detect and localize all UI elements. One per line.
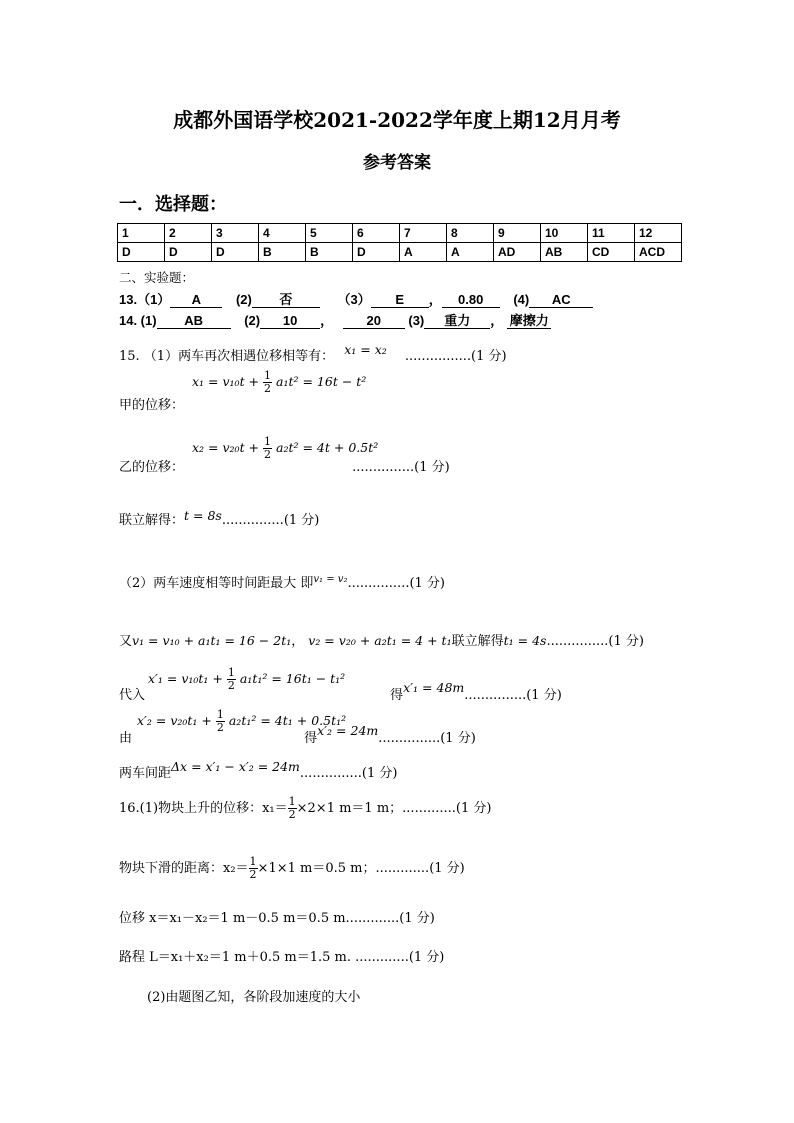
- section2-heading: 二、实验题：: [119, 270, 195, 285]
- q14-answer-4: 重力: [424, 314, 490, 329]
- fraction-numerator: 1: [216, 708, 224, 721]
- table-cell: 5: [306, 224, 353, 243]
- fraction-numerator: 1: [249, 855, 257, 868]
- q14-answer-5: 摩擦力: [507, 314, 551, 329]
- q14-part-3: (3): [408, 313, 425, 328]
- table-cell: 2: [165, 224, 212, 243]
- q14-line: [119, 310, 551, 329]
- table-cell: 6: [353, 224, 400, 243]
- table-cell: 12: [635, 224, 682, 243]
- table-cell: A: [400, 243, 447, 262]
- table-cell: D: [212, 243, 259, 262]
- fraction-denominator: 2: [227, 679, 235, 692]
- q16-line-5: (2)由题图乙知，各阶段加速度的大小: [147, 990, 361, 1005]
- q15-equation-t1: t₁ = 4s: [503, 633, 547, 648]
- q13-part-2: (2): [235, 292, 252, 307]
- equation-part: a₁t₁² = 16t₁ − t₁²: [239, 671, 346, 686]
- fraction-numerator: 1: [227, 666, 235, 679]
- table-cell: 11: [588, 224, 635, 243]
- text: ，: [291, 634, 305, 649]
- q15-line-yi: [119, 456, 450, 475]
- q16-line-2: [119, 856, 465, 881]
- q15-line-solve: [119, 509, 319, 528]
- equation-part: a₂t² = 4t + 0.5t²: [276, 440, 379, 455]
- score-mark: ................(1 分): [404, 349, 507, 364]
- equation-part: x′₂ = v₂₀t₁ +: [137, 713, 212, 728]
- table-cell: 7: [400, 224, 447, 243]
- table-cell: B: [306, 243, 353, 262]
- text: ×2×1 m＝1 m；: [296, 801, 403, 816]
- q13-separator: ，: [428, 292, 442, 307]
- q13-answer-3: E: [371, 293, 429, 308]
- fraction-denominator: 2: [264, 382, 272, 395]
- text: 得: [304, 731, 318, 746]
- table-cell: 1: [118, 224, 165, 243]
- q15-equation-jia: [192, 370, 366, 395]
- q13-answer-4: 0.80: [442, 293, 500, 308]
- q13-label: 13.（1）: [119, 292, 171, 307]
- equation-part: x₁ = v₁₀t +: [192, 374, 260, 389]
- equation-part: x′₁ = v₁₀t₁ +: [148, 671, 223, 686]
- q13-answer-2: 否: [252, 293, 320, 308]
- table-cell: B: [259, 243, 306, 262]
- table-cell: 8: [447, 224, 494, 243]
- q13-answer-1: A: [170, 293, 222, 308]
- score-mark: ...............(1 分): [347, 576, 446, 591]
- q16-line-1: [119, 796, 491, 821]
- table-cell: D: [353, 243, 400, 262]
- q15-line-from: [119, 723, 476, 746]
- score-mark: .............(1 分): [402, 801, 492, 816]
- table-cell: ACD: [635, 243, 682, 262]
- q15-result-x1: x′₁ = 48m: [403, 680, 465, 695]
- q13-part-3: （3）: [337, 292, 371, 307]
- table-cell: D: [165, 243, 212, 262]
- answer-table: [117, 223, 682, 262]
- q16-line-4: 路程 L＝x₁＋x₂＝1 m＋0.5 m＝1.5 m. .............(1 分): [119, 950, 445, 965]
- score-mark: ...............(1 分): [352, 460, 450, 475]
- q15-equation-v2: v₂ = v₂₀ + a₂t₁ = 4 + t₁: [308, 633, 452, 648]
- fraction-denominator: 2: [288, 808, 296, 821]
- fraction: [249, 856, 258, 881]
- q15-line-part2: [119, 572, 445, 591]
- answer-table-answer-row: [118, 243, 682, 262]
- q15-part2-text: （2）两车速度相等时间距最大 即: [119, 576, 314, 591]
- fraction: [263, 370, 272, 395]
- equation-part: x₂ = v₂₀t +: [192, 440, 260, 455]
- q14-separator-2: ，: [490, 313, 504, 328]
- q13-line: [119, 289, 593, 308]
- q15-label-jia: 甲的位移：: [119, 398, 185, 413]
- table-cell: 4: [259, 224, 306, 243]
- q14-answer-3: 20: [343, 314, 405, 329]
- answer-table-number-row: [118, 224, 682, 243]
- q14-part-2: (2): [244, 313, 261, 328]
- score-mark: ...............(1 分): [299, 766, 398, 781]
- q14-answer-1: AB: [157, 314, 231, 329]
- q15-line-substitute: [119, 680, 562, 703]
- text: 物块下滑的距离：x₂＝: [119, 861, 249, 876]
- q15-equation-v: v₁ = v₂: [313, 574, 348, 585]
- q15-text: 15. （1）两车再次相遇位移相等有：: [119, 349, 335, 364]
- q15-result-x2: x′₂ = 24m: [317, 723, 379, 738]
- fraction: [288, 796, 297, 821]
- q15-label-yi: 乙的位移：: [119, 460, 185, 475]
- text: 两车间距: [119, 766, 172, 781]
- score-mark: ...............(1 分): [464, 688, 562, 703]
- fraction-denominator: 2: [216, 721, 224, 734]
- table-cell: 10: [541, 224, 588, 243]
- fraction-numerator: 1: [264, 369, 272, 382]
- equation-part: a₁t² = 16t − t²: [276, 374, 367, 389]
- q13-part-4: (4): [513, 292, 530, 307]
- score-mark: ...............(1 分): [378, 731, 476, 746]
- fraction-numerator: 1: [264, 435, 272, 448]
- page-subtitle: 参考答案: [363, 153, 431, 173]
- q15-line-1: [119, 342, 507, 364]
- table-cell: A: [447, 243, 494, 262]
- q15-equation: x₁ = x₂: [344, 342, 387, 357]
- score-mark: ...............(1 分): [546, 634, 644, 649]
- fraction-denominator: 2: [264, 448, 272, 461]
- table-cell: AD: [494, 243, 541, 262]
- score-mark: .............(1 分): [375, 861, 465, 876]
- text: 又: [119, 634, 133, 649]
- q14-label: 14. (1): [119, 313, 157, 328]
- q14-separator-1: ，: [320, 313, 334, 328]
- q13-answer-5: AC: [529, 293, 593, 308]
- q15-line-distance: [119, 759, 398, 781]
- text: 代入: [119, 688, 146, 703]
- table-cell: 3: [212, 224, 259, 243]
- table-cell: 9: [494, 224, 541, 243]
- text: 由: [119, 731, 133, 746]
- q15-line-velocity: [119, 630, 644, 649]
- table-cell: AB: [541, 243, 588, 262]
- q14-answer-2: 10: [260, 314, 320, 329]
- q15-label-solve: 联立解得：: [119, 513, 185, 528]
- text: 16.(1)物块上升的位移：x₁＝: [119, 801, 288, 816]
- score-mark: ...............(1 分): [221, 513, 320, 528]
- section1-heading: 一．选择题：: [119, 194, 227, 215]
- q15-equation-dx: Δx = x′₁ − x′₂ = 24m: [171, 759, 300, 774]
- page-title: 成都外国语学校2021-2022学年度上期12月月考: [173, 108, 621, 132]
- q15-equation-v1: v₁ = v₁₀ + a₁t₁ = 16 − 2t₁: [132, 633, 292, 648]
- text: 联立解得: [451, 634, 504, 649]
- q15-equation-t: t = 8s: [184, 508, 222, 523]
- fraction-numerator: 1: [288, 795, 296, 808]
- q16-line-3: 位移 x＝x₁－x₂＝1 m－0.5 m＝0.5 m.............(1 分): [119, 911, 435, 926]
- text: ×1×1 m＝0.5 m；: [257, 861, 376, 876]
- fraction-denominator: 2: [249, 868, 257, 881]
- equation-part: a₂t₁² = 4t₁ + 0.5t₁²: [228, 713, 347, 728]
- text: 得: [390, 688, 404, 703]
- table-cell: CD: [588, 243, 635, 262]
- table-cell: D: [118, 243, 165, 262]
